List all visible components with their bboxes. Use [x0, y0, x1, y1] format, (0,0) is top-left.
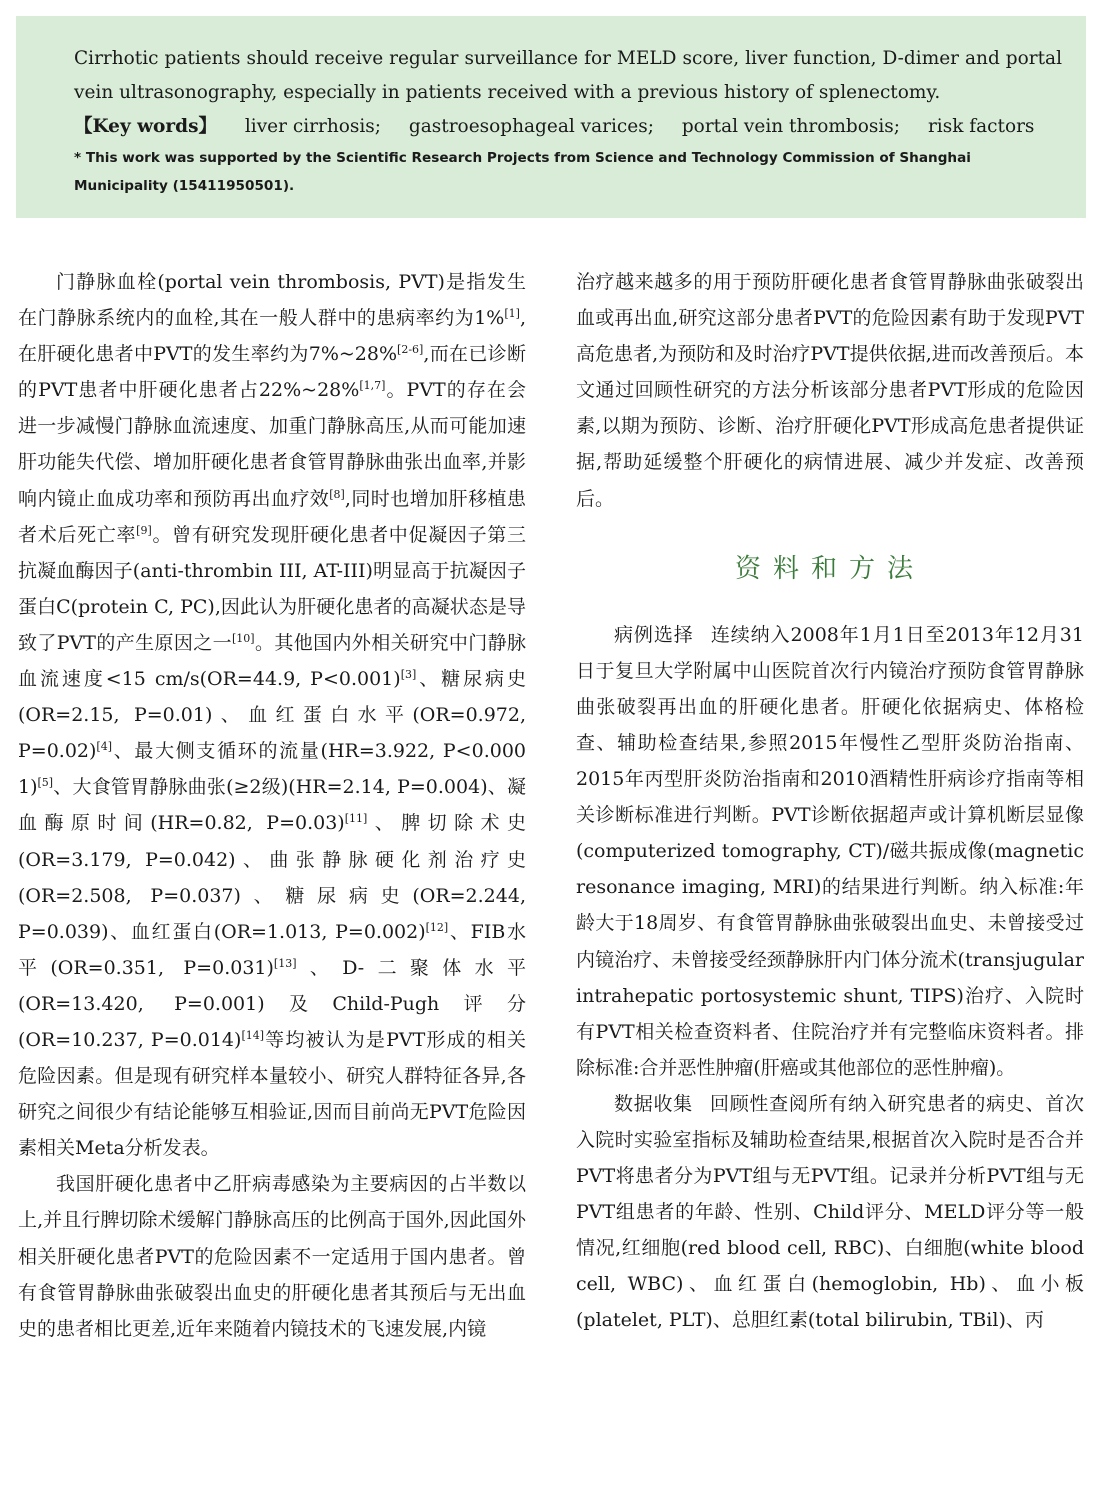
citation: [4] — [96, 740, 113, 754]
citation: [3] — [400, 668, 417, 682]
keyword: portal vein thrombosis; — [681, 116, 901, 137]
keyword: liver cirrhosis; — [244, 116, 382, 137]
right-column — [576, 264, 1084, 1339]
run-in-heading: 数据收集 — [614, 1092, 693, 1115]
citation: [10] — [232, 631, 255, 645]
citation: [14] — [241, 1028, 265, 1042]
citation: [9] — [136, 523, 152, 537]
keyword: risk factors — [927, 116, 1035, 137]
citation: [1] — [504, 307, 520, 321]
intro-paragraph-2: 我国肝硬化患者中乙肝病毒感染为主要病因的占半数以上,并且行脾切除术缓解门静脉高压的比例高于国外,因此国外相关肝硬化患者PVT的危险因素不一定适用于国内患者。曾有食管胃静脉曲张破裂出血史的肝硬化患者其预后与无出血史的患者相比更差,近年来随着内镜技术的飞速发展,内镜 — [18, 1173, 526, 1340]
keywords-line — [74, 110, 1062, 144]
intro-paragraph-1: 门静脉血栓(portal vein thrombosis, PVT)是指发生在门静脉系统内的血栓,其在一般人群中的患病率约为1%[1],在肝硬化患者中PVT的发生率约为7%~28%[2-6],而在已诊断的PVT患者中肝硬化患者占22%~28%[1,7]。PVT的存在会进一步减慢门静脉血流速度、加重门静脉高压,从而可能加速肝功能失代偿、增加肝硬化患者食管胃静脉曲张出血率,并影响内镜止血成功率和预防再出血疗效[8],同时也增加肝移植患者术后死亡率[9]。曾有研究发现肝硬化患者中促凝因子第三抗凝血酶因子(anti-thrombin III, AT-III)明显高于抗凝因子蛋白C(protein C, PC),因此认为肝硬化患者的高凝状态是导致了PVT的产生原因之一[10]。其他国内外相关研究中门静脉血流速度<15 cm/s(OR=44.9, P<0.001)[3]、糖尿病史(OR=2.15, P=0.01)、血红蛋白水平(OR=0.972, P=0.02)[4]、最大侧支循环的流量(HR=3.922, P<0.000 1)[5]、大食管胃静脉曲张(≥2级)(HR=2.14, P=0.004)、凝血酶原时间(HR=0.82, P=0.03)[11]、脾切除术史(OR=3.179, P=0.042)、曲张静脉硬化剂治疗史(OR=2.508, P=0.037)、糖尿病史(OR=2.244, P=0.039)、血红蛋白(OR=1.013, P=0.002)[12]、FIB水平(OR=0.351, P=0.031)[13]、D-二聚体水平(OR=13.420, P=0.001)及Child-Pugh评分(OR=10.237, P=0.014)[14]等均被认为是PVT形成的相关危险因素。但是现有研究样本量较小、研究人群特征各异,各研究之间很少有结论能够互相验证,因而目前尚无PVT危险因素相关Meta分析发表。 — [18, 271, 526, 1160]
citation: [11] — [344, 812, 368, 826]
intro-paragraph-continued: 治疗越来越多的用于预防肝硬化患者食管胃静脉曲张破裂出血或再出血,研究这部分患者PVT的危险因素有助于发现PVT高危患者,为预防和及时治疗PVT提供依据,进而改善预后。本文通过回顾性研究的方法分析该部分患者PVT形成的危险因素,以期为预防、诊断、治疗肝硬化PVT形成高危患者提供证据,帮助延缓整个肝硬化的病情进展、减少并发症、改善预后。 — [576, 271, 1084, 510]
keywords-label: 【Key words】 — [74, 116, 217, 137]
methods-data-collection: 数据收集 回顾性查阅所有纳入研究患者的病史、首次入院时实验室指标及辅助检查结果,根据首次入院时是否合并PVT将患者分为PVT组与无PVT组。记录并分析PVT组与无PVT组患者的年龄、性别、Child评分、MELD评分等一般情况,红细胞(red blood cell, RBC)、白细胞(white blood cell, WBC)、血红蛋白(hemoglobin, Hb)、血小板(platelet, PLT)、总胆红素(total bilirubin, TBil)、丙 — [576, 1092, 1084, 1332]
citation: [5] — [37, 776, 54, 790]
citation: [8] — [329, 487, 345, 501]
citation: [13] — [273, 956, 297, 970]
left-column — [18, 264, 526, 1347]
section-heading: 资料和方法 — [734, 553, 925, 584]
citation: [1,7] — [359, 379, 386, 393]
citation: [2-6] — [397, 343, 424, 357]
citation: [12] — [425, 920, 449, 934]
funding-note: * This work was supported by the Scientific Research Projects from Science and Technology Commission of Shanghai Municipality (15411950501). — [74, 150, 971, 194]
abstract-box — [16, 16, 1086, 218]
methods-case-selection: 病例选择 连续纳入2008年1月1日至2013年12月31日于复旦大学附属中山医院首次行内镜治疗预防食管胃静脉曲张破裂再出血的肝硬化患者。肝硬化依据病史、体格检查、辅助检查结果,参照2015年慢性乙型肝炎防治指南、2015年丙型肝炎防治指南和2010酒精性肝病诊疗指南等相关诊断标准进行判断。PVT诊断依据超声或计算机断层显像(computerized tomography, CT)/磁共振成像(magnetic resonance imaging, MRI)的结果进行判断。纳入标准:年龄大于18周岁、有食管胃静脉曲张破裂出血史、未曾接受过内镜治疗、未曾接受经颈静脉肝内门体分流术(transjugular intrahepatic portosystemic shunt, TIPS)治疗、入院时有PVT相关检查资料者、住院治疗并有完整临床资料者。排除标准:合并恶性肿瘤(肝癌或其他部位的恶性肿瘤)。 — [576, 623, 1084, 1079]
abstract-conclusion: Cirrhotic patients should receive regular surveillance for MELD score, liver function, D-dimer and portal vein ultrasonography, especially in patients received with a previous history of splenectomy. — [74, 48, 1062, 103]
run-in-heading: 病例选择 — [614, 623, 694, 646]
keyword: gastroesophageal varices; — [408, 116, 654, 137]
